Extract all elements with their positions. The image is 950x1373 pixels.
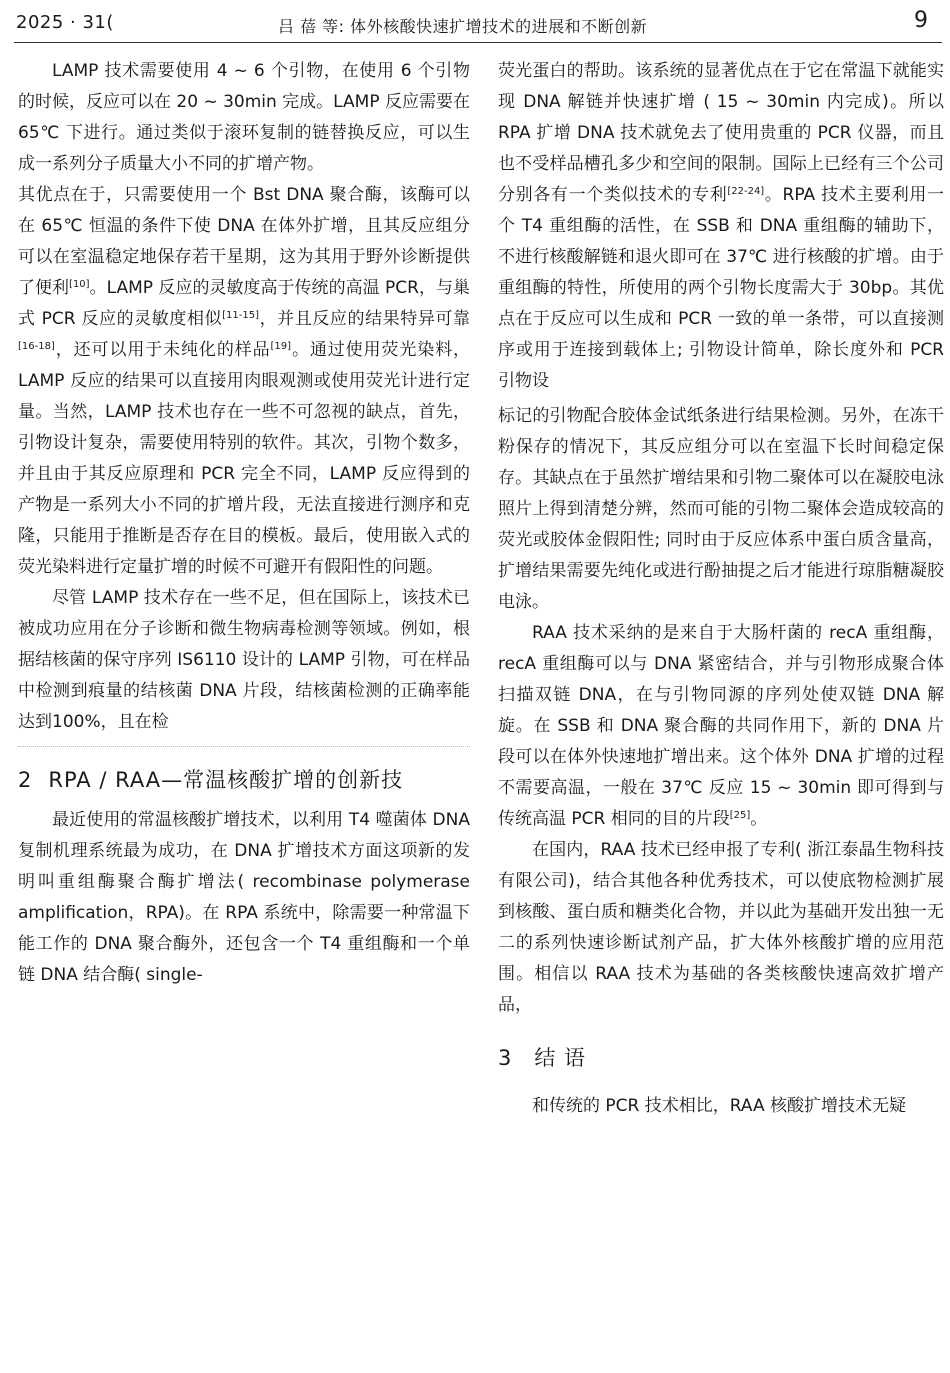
paragraph-text: 。: [750, 809, 768, 829]
page-header: [0, 0, 950, 44]
paragraph-text: 。RPA 技术主要利用一个 T4 重组酶的活性，在 SSB 和 DNA 重组酶的辅助下，不进行核酸解链和退火即可在 37℃ 进行核酸的扩增。由于重组酶的特性，所使用的两个引物长度需大于 30bp。其优点在于反应可以生成和 PCR 一致的单一条带，可以直接测序或用于连接到载体上; 引物设计简单，除长度外和 PCR 引物设: [498, 185, 944, 391]
paragraph: [498, 618, 944, 835]
citation: [22-24]: [727, 186, 765, 197]
paragraph-text: 。通过使用荧光染料，LAMP 反应的结果可以直接用肉眼观测或使用荧光计进行定量。当然，LAMP 技术也存在一些不可忽视的缺点，首先，引物设计复杂，需要使用特别的软件。其次，引物个数多，并且由于其反应原理和 PCR 完全不同，LAMP 反应得到的产物是一系列大小不同的扩增片段，无法直接进行测序和克隆，只能用于推断是否存在目的模板。最后，使用嵌入式的荧光染料进行定量扩增的时候不可避开有假阳性的问题。: [18, 340, 471, 577]
paragraph: LAMP 技术需要使用 4 ~ 6 个引物，在使用 6 个引物的时候，反应可以在 20 ~ 30min 完成。LAMP 反应需要在 65℃ 下进行。通过类似于滚环复制的链替换反应，可以生成一系列分子质量大小不同的扩增产物。: [18, 61, 470, 174]
paragraph-text: ，并且反应的结果特异可靠: [259, 309, 470, 329]
section-heading: [498, 1043, 944, 1073]
paragraph-text: RAA 技术采纳的是来自于大肠杆菌的 recA 重组酶，recA 重组酶可以与 DNA 紧密结合，并与引物形成聚合体扫描双链 DNA，在与引物同源的序列处使双链 DNA 解旋。在 SSB 和 DNA 聚合酶的共同作用下，新的 DNA 片段可以在体外快速地扩增出来。这个体外 DNA 扩增的过程不需要高温，一般在 37℃ 反应 15 ~ 30min 即可得到与传统高温 PCR 相同的目的片段: [498, 623, 944, 829]
paragraph: 最近使用的常温核酸扩增技术，以利用 T4 噬菌体 DNA 复制机理系统最为成功，在 DNA 扩增技术方面这项新的发明叫重组酶聚合酶扩增法( recombinase polymerase amplification，RPA)。在 RPA 系统中，除需要一种常温下能工作的 DNA 聚合酶外，还包含一个 T4 重组酶和一个单链 DNA 结合酶( single-: [18, 810, 470, 985]
citation: [11-15]: [222, 310, 260, 321]
paragraph: 标记的引物配合胶体金试纸条进行结果检测。另外，在冻干粉保存的情况下，其反应组分可以在室温下长时间稳定保存。其缺点在于虽然扩增结果和引物二聚体可以在凝胶电泳照片上得到清楚分辨，然而可能的引物二聚体会造成较高的荧光或胶体金假阳性; 同时由于反应体系中蛋白质含量高，扩增结果需要先纯化或进行酚抽提之后才能进行琼脂糖凝胶电泳。: [498, 406, 944, 612]
citation: [16-18]: [18, 341, 55, 352]
section-heading: [18, 765, 470, 795]
citation: [19]: [270, 341, 292, 352]
page-number: 9: [914, 8, 928, 33]
paragraph-text: ，还可以用于未纯化的样品: [54, 340, 271, 360]
right-column: [498, 56, 944, 1122]
section-title: 结 语: [534, 1046, 587, 1070]
citation: [25]: [729, 810, 751, 821]
header-rule: [14, 42, 942, 43]
column-cut-line: [18, 738, 470, 747]
section-number: 3: [498, 1046, 513, 1070]
paragraph: 在国内，RAA 技术已经申报了专利( 浙江泰晶生物科技有限公司)，结合其他各种优秀技术，可以使底物检测扩展到核酸、蛋白质和糖类化合物，并以此为基础开发出独一无二的系列快速诊断试剂产品，扩大体外核酸扩增的应用范围。相信以 RAA 技术为基础的各类核酸快速高效扩增产品，: [498, 840, 944, 1015]
running-title: 吕 蓓 等: 体外核酸快速扩增技术的进展和不断创新: [278, 17, 648, 36]
paragraph: 和传统的 PCR 技术相比，RAA 核酸扩增技术无疑: [532, 1096, 906, 1116]
section-number: 2: [18, 768, 33, 792]
paragraph: [498, 56, 944, 397]
section-title: RPA / RAA—常温核酸扩增的创新技: [48, 768, 404, 792]
citation: [10]: [69, 279, 90, 290]
paragraph: [18, 180, 470, 583]
paragraph-text: 其优点在于，只需要使用一个 Bst DNA 聚合酶，该酶可以在 65℃ 恒温的条件下使 DNA 在体外扩增，且其反应组分可以在室温稳定地保存若干星期，这为其用于野外诊断提供了便利: [18, 185, 470, 298]
paragraph-text: 。LAMP 反应的灵敏度高于传统的高温 PCR，与巢式 PCR 反应的灵敏度相似: [18, 278, 470, 329]
left-column: [18, 56, 470, 991]
paragraph-text: 荧光蛋白的帮助。该系统的显著优点在于它在常温下就能实现 DNA 解链并快速扩增 ( 15 ~ 30min 内完成)。所以 RPA 扩增 DNA 技术就免去了使用贵重的 PCR 仪器，而且也不受样品槽孔多少和空间的限制。国际上已经有三个公司分别各有一个类似技术的专利: [498, 61, 944, 205]
journal-issue: 2025 · 31(: [16, 12, 114, 33]
paragraph: 尽管 LAMP 技术存在一些不足，但在国际上，该技术已被成功应用在分子诊断和微生物病毒检测等领域。例如，根据结核菌的保守序列 IS6110 设计的 LAMP 引物，可在样品中检测到痕量的结核菌 DNA 片段，结核菌检测的正确率能达到100%，且在检: [18, 588, 470, 732]
